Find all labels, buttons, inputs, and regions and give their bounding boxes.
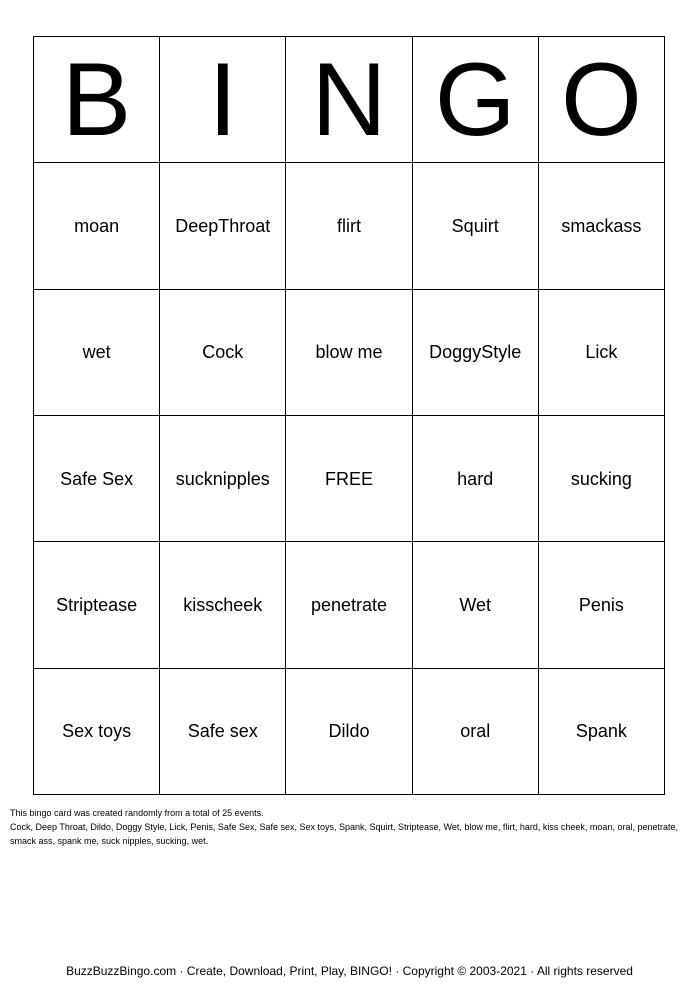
bingo-cell-text: Doggy (429, 342, 482, 363)
bingo-cell (160, 416, 286, 542)
bingo-cell (413, 669, 539, 795)
footer-text: BuzzBuzzBingo.com · Create, Download, Print, Play, BINGO! · Copyright © 2003-2021 · All rights reserved (66, 964, 633, 978)
bingo-cell (34, 290, 160, 416)
bingo-cell (286, 669, 412, 795)
bingo-cell (413, 290, 539, 416)
bingo-cell-text: Lick (585, 342, 618, 363)
bingo-cell-text: nipples (212, 468, 270, 489)
bingo-cell-text: Cock (202, 342, 244, 363)
bingo-cell (413, 542, 539, 668)
notes-events-list: Cock, Deep Throat, Dildo, Doggy Style, Lick, Penis, Safe Sex, Safe sex, Sex toys, Spank, Squirt, Striptease, Wet, blow me, flirt, hard, kiss cheek, moan, oral, penetrate, smack ass, spank me, suck nipples, sucking, wet. (10, 822, 678, 846)
bingo-cell-text: ass (613, 215, 642, 236)
bingo-cell-text: Penis (578, 594, 624, 615)
bingo-cell-text: FREE (324, 468, 373, 489)
bingo-cell-text: Safe Sex (60, 468, 134, 489)
bingo-cell (34, 416, 160, 542)
bingo-cell-text: smack (561, 215, 614, 236)
bingo-cell (160, 290, 286, 416)
bingo-cell-text: Style (481, 342, 522, 363)
bingo-cell (539, 669, 665, 795)
bingo-cell-text: wet (82, 342, 111, 363)
bingo-cell (539, 542, 665, 668)
bingo-cell (413, 163, 539, 289)
bingo-cell-text: Wet (459, 594, 492, 615)
bingo-cell (160, 542, 286, 668)
header-letter-n: N (286, 37, 412, 163)
bingo-cell (34, 542, 160, 668)
bingo-cell (413, 416, 539, 542)
bingo-cell (286, 542, 412, 668)
bingo-cell-text: flirt (336, 215, 361, 236)
bingo-cell-text: moan (74, 215, 120, 236)
header-letter-g: G (413, 37, 539, 163)
card-notes (10, 806, 690, 848)
bingo-cell-text: Sex toys (62, 721, 132, 742)
bingo-cell (286, 163, 412, 289)
bingo-cell-text: Deep (175, 215, 219, 236)
bingo-cell (34, 669, 160, 795)
bingo-cell (160, 669, 286, 795)
bingo-cell (286, 290, 412, 416)
bingo-cell-text: cheek (214, 594, 263, 615)
header-letter-o: O (539, 37, 665, 163)
bingo-cell (34, 163, 160, 289)
bingo-cell-text: Spank (575, 721, 627, 742)
bingo-cell-text: kiss (183, 594, 215, 615)
bingo-cell (539, 416, 665, 542)
bingo-cell (539, 163, 665, 289)
bingo-cell-text: oral (460, 721, 491, 742)
bingo-cell-text: Throat (218, 215, 271, 236)
bingo-cell-text: Dildo (328, 721, 370, 742)
bingo-cell-text: suck (175, 468, 213, 489)
bingo-cell (286, 416, 412, 542)
bingo-cell-text: blow me (315, 342, 383, 363)
notes-intro: This bingo card was created randomly from a total of 25 events. (10, 808, 264, 818)
header-letter-b: B (34, 37, 160, 163)
header-letter-i: I (160, 37, 286, 163)
bingo-cell-text: Safe sex (187, 721, 258, 742)
bingo-cell-text: Squirt (451, 215, 499, 236)
bingo-cell-text: sucking (570, 468, 632, 489)
bingo-cell (539, 290, 665, 416)
bingo-cell-text: penetrate (310, 594, 388, 615)
bingo-cell (160, 163, 286, 289)
bingo-card (33, 36, 665, 795)
bingo-cell-text: Striptease (56, 594, 138, 615)
bingo-cell-text: hard (457, 468, 494, 489)
